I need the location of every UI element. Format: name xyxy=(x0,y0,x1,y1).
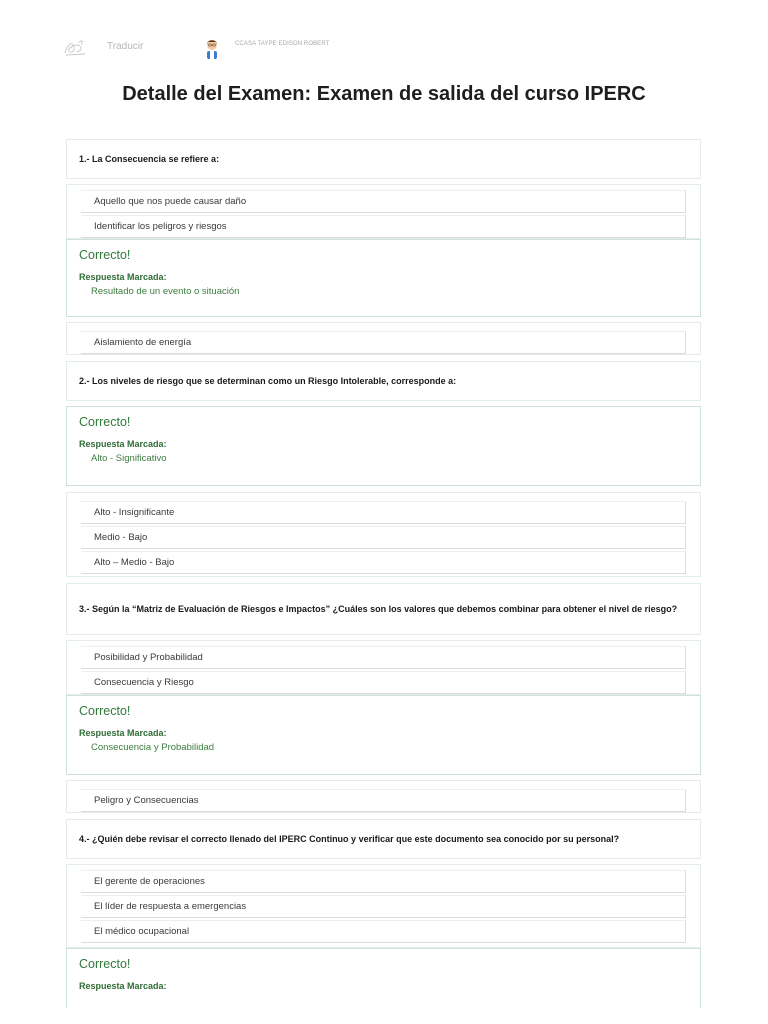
doctor-avatar-icon[interactable] xyxy=(202,37,222,59)
question-4: 4.- ¿Quién debe revisar el correcto llenado del IPERC Continuo y verificar que este documento sea conocido por su personal? xyxy=(66,819,701,859)
question-2: 2.- Los niveles de riesgo que se determinan como un Riesgo Intolerable, corresponde a: xyxy=(66,361,701,401)
page-title: Detalle del Examen: Examen de salida del curso IPERC xyxy=(122,83,646,105)
correct-answer-panel xyxy=(66,695,701,775)
option[interactable]: Consecuencia y Riesgo xyxy=(81,671,686,694)
option[interactable]: Identificar los peligros y riesgos xyxy=(81,215,686,238)
correct-title: Correcto! xyxy=(79,704,131,718)
top-bar xyxy=(0,0,768,90)
signature-logo-icon[interactable] xyxy=(62,37,88,59)
question-1: 1.- La Consecuencia se refiere a: xyxy=(66,139,701,179)
user-name[interactable]: CCASA TAYPE EDISON ROBERT xyxy=(235,41,330,47)
option[interactable]: Peligro y Consecuencias xyxy=(81,789,686,812)
question-4-options xyxy=(66,864,701,948)
correct-title: Correcto! xyxy=(79,415,131,429)
correct-title: Correcto! xyxy=(79,957,131,971)
option[interactable]: El médico ocupacional xyxy=(81,920,686,943)
exam-detail xyxy=(66,139,701,1008)
correct-answer-panel xyxy=(66,406,701,486)
option[interactable]: Aislamiento de energía xyxy=(81,331,686,354)
option[interactable]: El gerente de operaciones xyxy=(81,870,686,893)
question-2-options xyxy=(66,492,701,577)
option[interactable]: Alto – Medio - Bajo xyxy=(81,551,686,574)
marked-answer: Consecuencia y Probabilidad xyxy=(91,742,215,753)
translate-link[interactable]: Traducir xyxy=(107,41,144,52)
question-3-options-a xyxy=(66,640,701,695)
question-1-options-a xyxy=(66,184,701,239)
question-3: 3.- Según la “Matriz de Evaluación de Riesgos e Impactos” ¿Cuáles son los valores que debemos combinar para obtener el nivel de riesgo? xyxy=(66,583,701,635)
question-3-options-b xyxy=(66,780,701,813)
option[interactable]: Alto - Insignificante xyxy=(81,501,686,524)
option[interactable]: Posibilidad y Probabilidad xyxy=(81,646,686,669)
correct-title: Correcto! xyxy=(79,248,131,262)
marked-answer: Alto - Significativo xyxy=(91,453,167,464)
marked-label: Respuesta Marcada: xyxy=(79,272,167,282)
marked-label: Respuesta Marcada: xyxy=(79,439,167,449)
option[interactable]: El líder de respuesta a emergencias xyxy=(81,895,686,918)
correct-answer-panel xyxy=(66,948,701,1008)
correct-answer-panel xyxy=(66,239,701,317)
question-1-options-b xyxy=(66,322,701,355)
marked-answer: Resultado de un evento o situación xyxy=(91,286,240,297)
option[interactable]: Medio - Bajo xyxy=(81,526,686,549)
marked-label: Respuesta Marcada: xyxy=(79,728,167,738)
marked-label: Respuesta Marcada: xyxy=(79,981,167,991)
option[interactable]: Aquello que nos puede causar daño xyxy=(81,190,686,213)
